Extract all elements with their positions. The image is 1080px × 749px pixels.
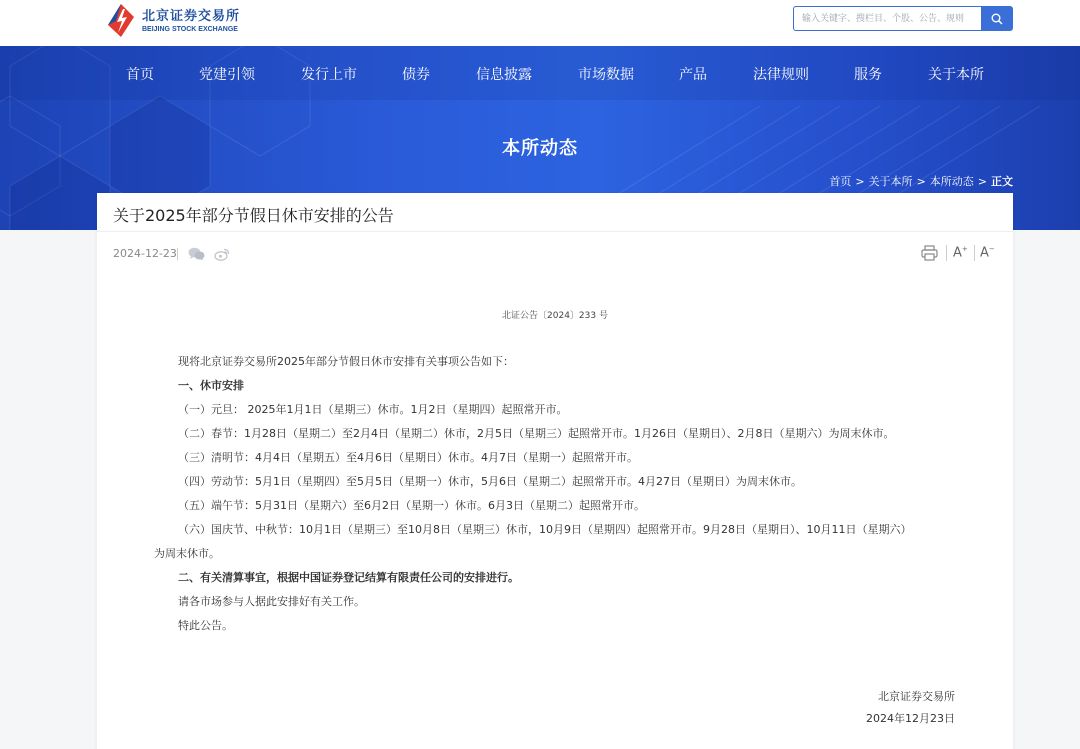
divider	[946, 245, 947, 261]
divider	[974, 245, 975, 261]
logo-icon	[106, 3, 136, 39]
search-input[interactable]	[793, 6, 981, 31]
nav-item-disclosure[interactable]: 信息披露	[476, 67, 532, 83]
print-icon	[921, 245, 938, 261]
nav-item-services[interactable]: 服务	[854, 67, 882, 83]
search-box	[793, 6, 1013, 31]
paragraph: （四）劳动节：5月1日（星期四）至5月5日（星期一）休市，5月6日（星期二）起照常开市。4月27日（星期日）为周末休市。	[178, 475, 802, 488]
site-header	[0, 0, 1080, 46]
breadcrumb-news[interactable]: 本所动态	[929, 175, 974, 188]
main-nav	[0, 46, 1080, 100]
section-heading: 二、有关清算事宜，根据中国证券登记结算有限责任公司的安排进行。	[178, 571, 519, 584]
section-heading: 一、休市安排	[178, 379, 244, 392]
breadcrumb-home[interactable]: 首页	[829, 175, 852, 188]
article-date: 2024-12-23	[113, 247, 177, 260]
breadcrumb-separator: >	[855, 175, 865, 188]
font-increase-label: A	[953, 245, 962, 261]
font-decrease-button[interactable]: A−	[980, 245, 995, 261]
weibo-icon	[214, 247, 230, 261]
wechat-icon	[188, 247, 205, 261]
logo-name-en: BEIJING STOCK EXCHANGE	[142, 25, 238, 33]
wechat-share-button[interactable]	[188, 246, 205, 265]
document-number: 北证公告〔2024〕233 号	[502, 311, 608, 321]
signer: 北京证券交易所	[878, 690, 955, 703]
breadcrumb-about[interactable]: 关于本所	[868, 175, 913, 188]
weibo-share-button[interactable]	[214, 246, 230, 265]
paragraph: 现将北京证券交易所2025年部分节假日休市安排有关事项公告如下：	[178, 355, 514, 368]
nav-item-bonds[interactable]: 债券	[402, 67, 430, 83]
print-button[interactable]	[921, 245, 938, 265]
paragraph: 请各市场参与人据此安排好有关工作。	[178, 595, 365, 608]
divider	[97, 231, 1013, 232]
paragraph: （五）端午节：5月31日（星期六）至6月2日（星期一）休市。6月3日（星期二）起照常开市。	[178, 499, 645, 512]
site-logo[interactable]	[106, 3, 240, 39]
search-button[interactable]	[981, 6, 1013, 31]
paragraph: （一）元旦： 2025年1月1日（星期三）休市。1月2日（星期四）起照常开市。	[178, 403, 568, 416]
font-increase-button[interactable]: A+	[953, 245, 968, 261]
paragraph: （二）春节：1月28日（星期二）至2月4日（星期二）休市，2月5日（星期三）起照常开市。1月26日（星期日）、2月8日（星期六）为周末休市。	[178, 427, 895, 440]
article-card	[97, 193, 1013, 749]
font-decrease-label: A	[980, 245, 989, 261]
nav-item-rules[interactable]: 法律规则	[753, 67, 809, 83]
nav-item-about[interactable]: 关于本所	[928, 67, 984, 83]
breadcrumb-separator: >	[916, 175, 926, 188]
breadcrumb-separator: >	[977, 175, 987, 188]
paragraph: （六）国庆节、中秋节：10月1日（星期三）至10月8日（星期三）休市，10月9日（星期四）起照常开市。9月28日（星期日）、10月11日（星期六）	[178, 523, 912, 536]
logo-name-cn: 北京证券交易所	[142, 8, 241, 24]
sign-date: 2024年12月23日	[866, 712, 955, 725]
article-title: 关于2025年部分节假日休市安排的公告	[113, 206, 394, 225]
nav-item-party[interactable]: 党建引领	[199, 67, 255, 83]
breadcrumb	[829, 173, 1013, 189]
nav-item-products[interactable]: 产品	[679, 67, 707, 83]
search-icon	[991, 13, 1003, 25]
divider	[177, 248, 178, 260]
paragraph: 特此公告。	[178, 619, 233, 632]
paragraph: （三）清明节：4月4日（星期五）至4月6日（星期日）休市。4月7日（星期一）起照常开市。	[178, 451, 638, 464]
paragraph-continuation: 为周末休市。	[154, 547, 220, 560]
breadcrumb-current: 正文	[991, 175, 1013, 188]
article-body	[154, 350, 974, 638]
nav-item-home[interactable]: 首页	[126, 67, 154, 83]
section-title: 本所动态	[502, 138, 578, 159]
nav-item-market-data[interactable]: 市场数据	[578, 67, 634, 83]
nav-item-listing[interactable]: 发行上市	[301, 67, 357, 83]
